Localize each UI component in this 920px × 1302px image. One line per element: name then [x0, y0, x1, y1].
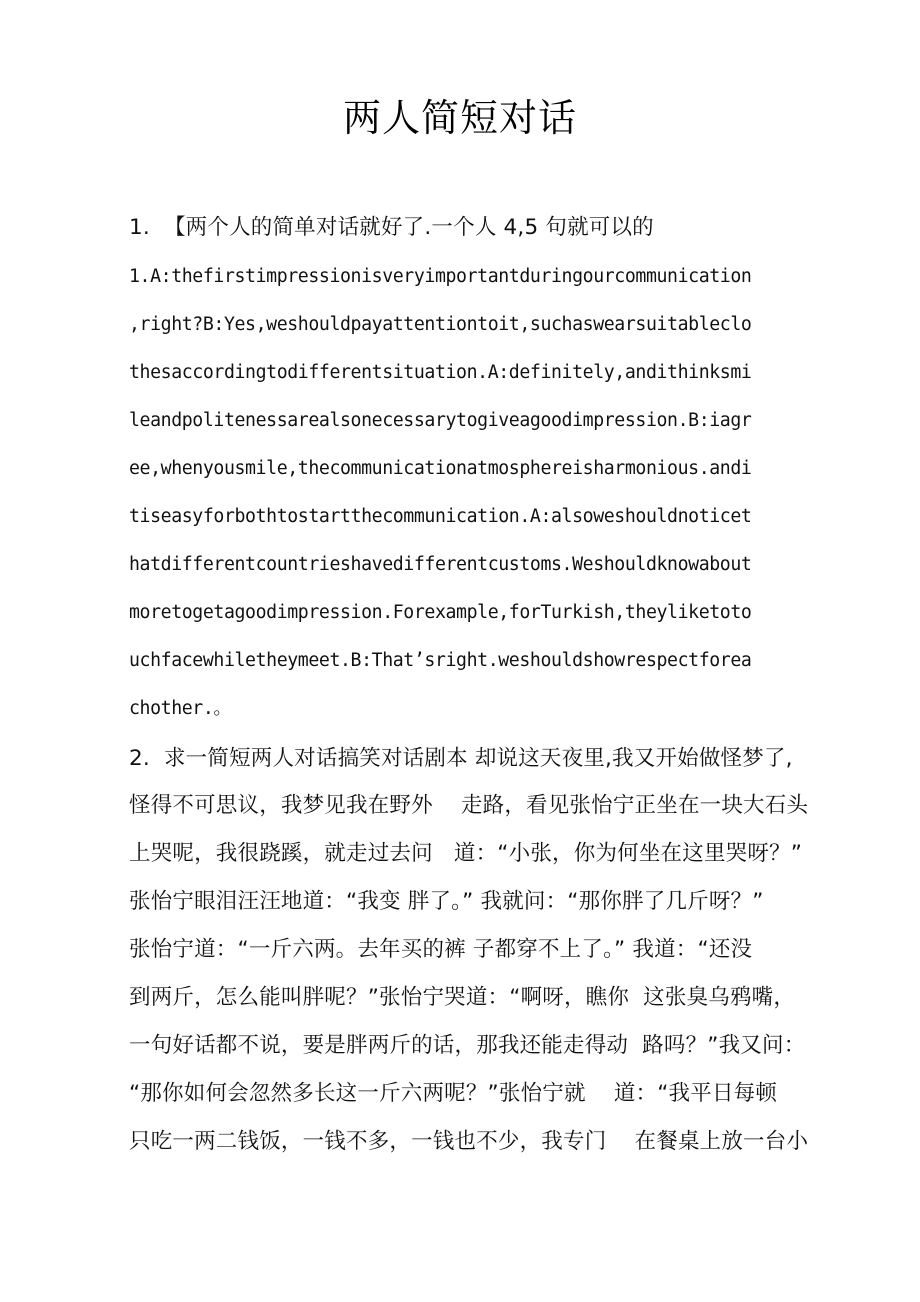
text-line: chother.。: [129, 698, 232, 719]
text-line: 只吃一两二钱饭，一钱不多，一钱也不少，我专门 在餐桌上放一台小: [129, 1129, 809, 1154]
text-line: “那你如何会忽然多长这一斤六两呢？”张怡宁就 道：“我平日每顿: [129, 1081, 778, 1106]
text-line: 2. 求一简短两人对话搞笑对话剧本 却说这天夜里,我又开始做怪梦了,: [129, 746, 793, 771]
text-line: 张怡宁道：“一斤六两。去年买的裤 子都穿不上了。” 我道：“还没: [129, 937, 753, 962]
text-line: 1. 【两个人的简单对话就好了.一个人 4,5 句就可以的: [129, 215, 654, 240]
text-line: thesaccordingtodifferentsituation.A:definitely,andithinksmi: [129, 362, 752, 383]
text-line: moretogetagoodimpression.Forexample,forTurkish,theyliketoto: [129, 602, 752, 623]
text-line: hatdifferentcountrieshavedifferentcustoms.Weshouldknowabout: [129, 554, 752, 575]
text-line: tiseasyforbothtostartthecommunication.A:alsoweshouldnoticet: [129, 506, 752, 527]
text-line: ee,whenyousmile,thecommunicationatmosphereisharmonious.andi: [129, 458, 752, 479]
text-line: 到两斤，怎么能叫胖呢？”张怡宁哭道：“啊呀，瞧你 这张臭乌鸦嘴，: [129, 985, 796, 1010]
text-line: 一句好话都不说，要是胖两斤的话，那我还能走得动 路吗？”我又问：: [129, 1033, 806, 1058]
text-line: 张怡宁眼泪汪汪地道：“我变 胖了。” 我就问：“那你胖了几斤呀？”: [129, 889, 764, 914]
text-line: uchfacewhiletheymeet.B:That’sright.weshouldshowrespectforea: [129, 650, 752, 671]
text-line: 怪得不可思议，我梦见我在野外 走路，看见张怡宁正坐在一块大石头: [129, 793, 809, 818]
text-line: leandpolitenessarealsonecessarytogiveagoodimpression.B:iagr: [129, 410, 752, 431]
text-line: 1.A:thefirstimpressionisveryimportantduringourcommunication: [129, 266, 752, 287]
text-line: 上哭呢，我很跷蹊，就走过去问 道：“小张，你为何坐在这里哭呀？”: [129, 841, 803, 866]
text-line: ,right?B:Yes,weshouldpayattentiontoit,suchaswearsuitableclo: [129, 314, 752, 335]
page-title: 两人简短对话: [342, 96, 577, 140]
